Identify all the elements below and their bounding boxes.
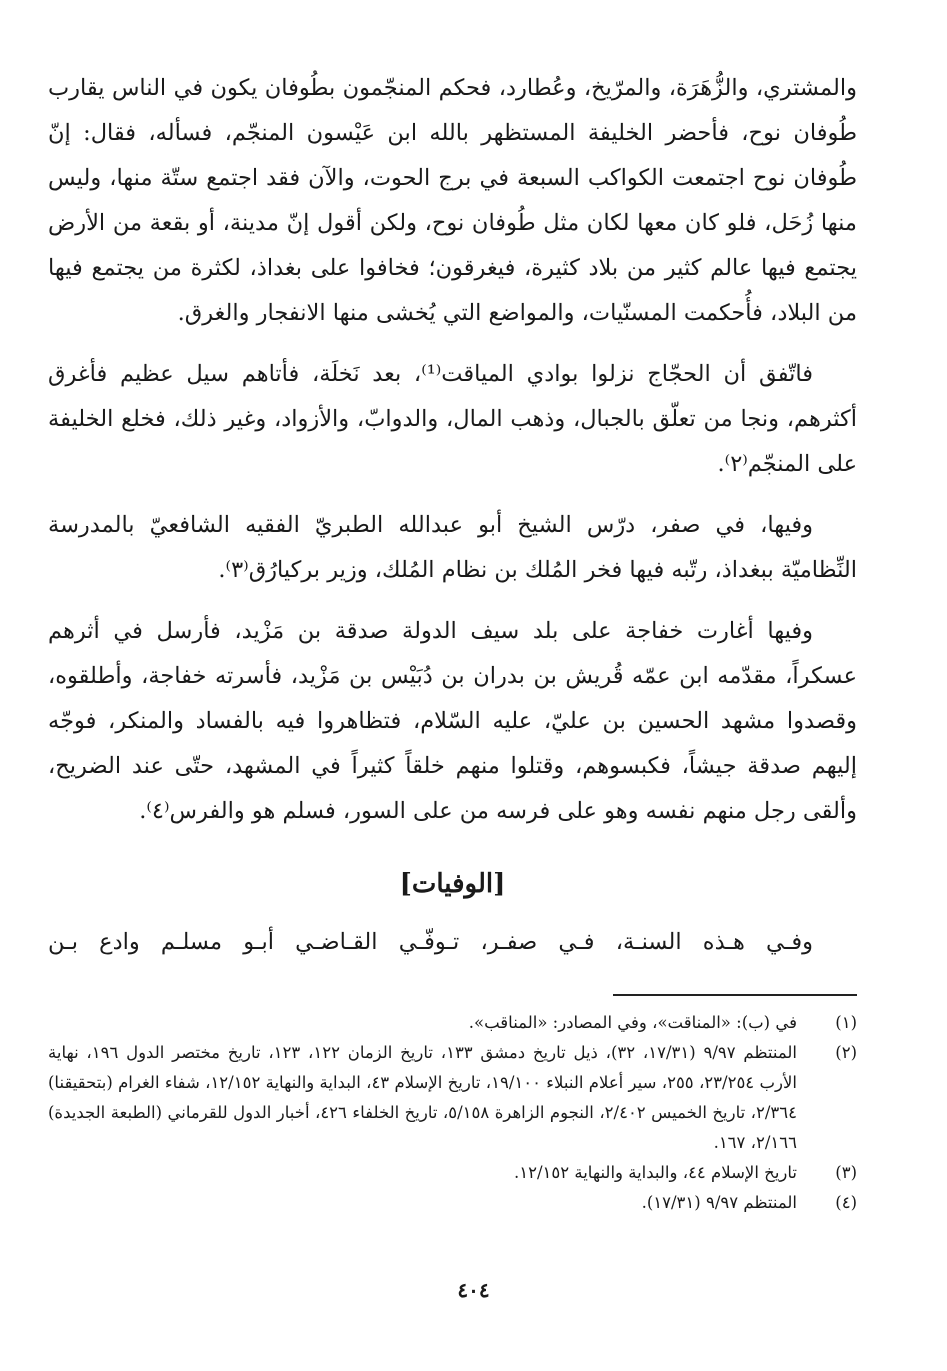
footnote-1 bbox=[48, 1008, 857, 1038]
footnote-text: تاريخ الإسلام ٤٤، والبداية والنهاية ١٢/١٥٢. bbox=[514, 1163, 797, 1182]
main-text bbox=[48, 66, 857, 834]
footnote-text: المنتظم ٩/٩٧ (١٧/٣١، ٣٢)، ذيل تاريخ دمشق ١٣٣، تاريخ الزمان ١٢٢، ١٢٣، تاريخ مختصر الدول ١٩٦، نهاية الأرب ٢٣/٢٥٤، ٢٥٥، سير أعلام النبلاء ١٩/١٠٠، تاريخ الإسلام ٤٣، البداية والنهاية ١٢/١٥٢، شفاء الغرام (بتحقيقنا) ٢/٣٦٤، تاريخ الخميس ٢/٤٠٢، النجوم الزاهرة ٥/١٥٨، تاريخ الخلفاء ٤٢٦، أخبار الدول للقرماني (الطبعة الجديدة) ٢/١٦٦، ١٦٧. bbox=[48, 1043, 797, 1152]
paragraph-2: فاتّفق أن الحجّاج نزلوا بوادي المياقت⁽¹⁾، بعد نَخلَة، فأتاهم سيل عظيم فأغرق أكثرهم، ونجا من تعلّق بالجبال، وذهب المال، والدوابّ، والأزواد، وغير ذلك، فخلع الخليفة على المنجّم⁽٢⁾. bbox=[48, 361, 857, 477]
footnote-separator bbox=[613, 994, 857, 996]
paragraph-3: وفيها، في صفر، درّس الشيخ أبو عبدالله الطبريّ الفقيه الشافعيّ بالمدرسة النِّظاميّة ببغداذ، رتّبه فيها فخر المُلك بن نظام المُلك، وزير بركيارُق⁽٣⁾. bbox=[48, 512, 857, 583]
footnote-number: (٢) bbox=[835, 1043, 857, 1062]
section-paragraph: وفـي هـذه السنـة، فـي صفـر، تـوفّـي القـاضـي أبـو مسلـم وادع بـن bbox=[48, 929, 813, 955]
section-heading: [الوفيات] bbox=[399, 869, 506, 899]
footnotes bbox=[48, 1008, 857, 1218]
footnote-number: (٣) bbox=[835, 1163, 857, 1182]
footnote-text: المنتظم ٩/٩٧ (١٧/٣١). bbox=[641, 1193, 797, 1212]
footnote-number: (٤) bbox=[835, 1193, 857, 1212]
footnote-3 bbox=[48, 1158, 857, 1188]
page-body bbox=[48, 66, 857, 965]
page-number: ٤٠٤ bbox=[457, 1278, 490, 1302]
footnote-2 bbox=[48, 1038, 857, 1158]
paragraph-1: والمشتري، والزُّهَرَة، والمرّيخ، وعُطارد، فحكم المنجّمون بطُوفان يكون في الناس يقارب طُوفان نوح، فأحضر الخليفة المستظهر بالله ابن عَيْسون المنجّم، فسأله، فقال: إنّ طُوفان نوح اجتمعت الكواكب السبعة في برج الحوت، والآن فقد اجتمع ستّة منها، وليس منها زُحَل، فلو كان معها لكان مثل طُوفان نوح، ولكن أقول إنّ مدينة، أو بقعة من الأرض يجتمع فيها عالم كثير من بلاد كثيرة، فيغرقون؛ فخافوا على بغداذ، لكثرة من يجتمع فيها من البلاد، فأُحكمت المسنّيات، والمواضع التي يُخشى منها الانفجار والغرق. bbox=[48, 75, 857, 326]
paragraph-4: وفيها أغارت خفاجة على بلد سيف الدولة صدقة بن مَزْيد، فأرسل في أثرهم عسكراً، مقدّمه ابن عمّه قُريش بن بدران بن دُبَيْس بن مَزْيد، فأسرته خفاجة، وأطلقوه، وقصدوا مشهد الحسين بن عليّ، عليه السّلام، فتظاهروا فيه بالفساد والمنكر، فوجّه إليهم صدقة جيشاً، فكبسوهم، وقتلوا منهم خلقاً كثيراً في المشهد، حتّى عند الضريح، وألقى رجل منهم نفسه وهو على فرسه من على السور، فسلم هو والفرس⁽٤⁾. bbox=[48, 618, 857, 824]
footnote-text: في (ب): «المناقت»، وفي المصادر: «المناقب». bbox=[468, 1013, 797, 1032]
footnote-number: (١) bbox=[835, 1013, 857, 1032]
footnote-4 bbox=[48, 1188, 857, 1218]
